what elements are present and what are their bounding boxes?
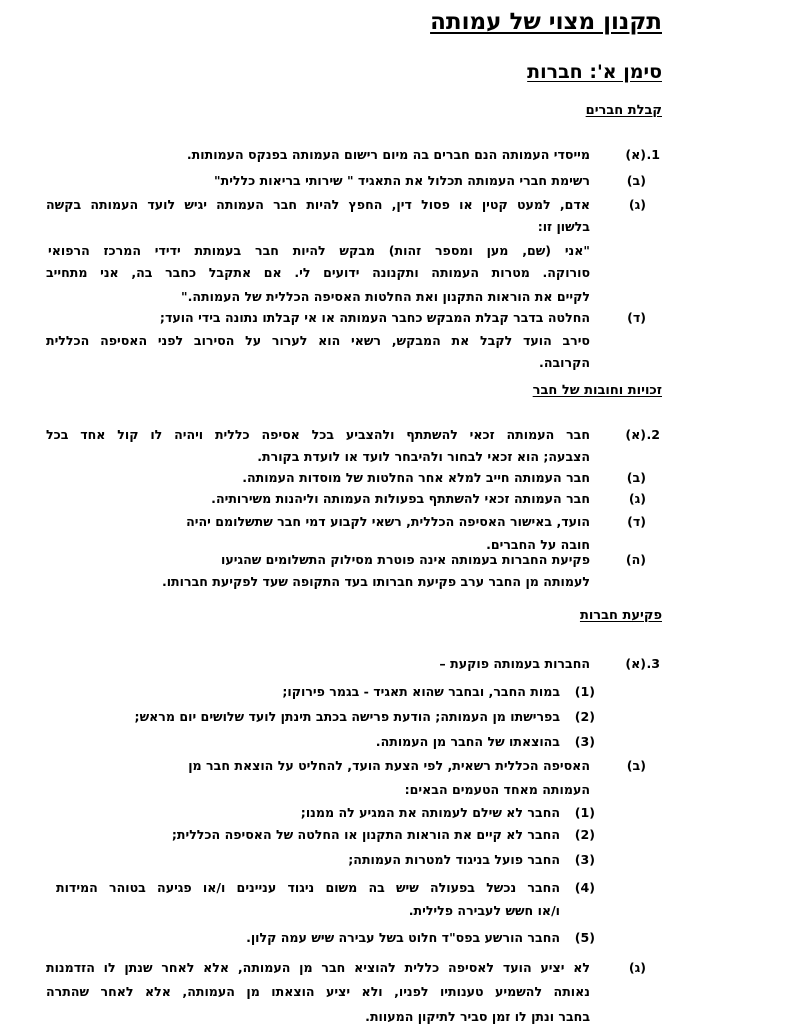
clause-label: (ג) [628,197,646,212]
clause-text: נאותה להשמיע טענותיו לפניו, ולא יציע הוצאתו מן העמותה, אלא לאחר שהתרה [46,984,590,999]
clause-label: (4) [574,880,595,895]
section-number: .2 [646,427,660,442]
clause-text: לקיים את הוראות התקנון ואת החלטות האסיפה הכללית של העמותה." [181,289,590,304]
clause-label: (3) [574,852,595,867]
chapter-heading: סימן א': חברות [527,61,662,83]
clause-text: ו/או חשש לעבירה פלילית. [408,903,560,918]
clause-text: בחבר ונתן לו זמן סביר לתיקון המעוות. [365,1009,590,1024]
clause-text: האסיפה הכללית רשאית, לפי הצעת הועד, להחליט על הוצאת חבר מן [188,758,590,773]
clause-text: בהוצאתו של החבר מן העמותה. [375,734,560,749]
clause-label: (ג) [628,491,646,506]
clause-text: לא יציע הועד לאסיפה כללית להוציא חבר מן העמותה, אלא לאחר שנתן לו הזדמנות [46,960,590,975]
clause-text: סירב הועד לקבל את המבקש, רשאי הוא לערור על הסירוב לפני האסיפה הכללית [46,333,590,348]
clause-text: בלשון זו: [537,219,590,234]
clause-label: (3) [574,734,595,749]
section-heading: פקיעת חברות [579,608,662,623]
clause-text: חבר העמותה זכאי להשתתף בפעולות העמותה וליהנות משירותיה. [211,491,590,506]
clause-label: (ד) [627,310,646,325]
clause-text: "אני (שם, מען ומספר זהות) מבקש להיות חבר בעמותת ידידי המרכז הרפואי [48,243,590,258]
clause-text: סורוקה. מטרות העמותה ותקנונה ידועים לי. אם אתקבל כחבר בה, אני מתחייב [46,265,590,280]
clause-label: (א) [625,656,646,671]
clause-text: אדם, למעט קטין או פסול דין, החפץ להיות חבר העמותה יגיש לועד העמותה בקשה [46,197,590,212]
clause-text: הקרובה. [539,355,590,370]
clause-text: החבר נכשל בפעולה שיש בה משום ניגוד עניינים ו/או פגיעה בטוהר המידות [56,880,560,895]
clause-text: החבר פועל בניגוד למטרות העמותה; [348,852,560,867]
clause-label: (ב) [626,173,646,188]
clause-text: החלטה בדבר קבלת המבקש כחבר העמותה או אי קבלתו נתונה בידי הועד; [159,310,590,325]
clause-text: חובה על החברים. [486,537,590,552]
clause-label: (5) [574,930,595,945]
clause-label: (ב) [626,470,646,485]
clause-text: החברות בעמותה פוקעת – [439,656,590,671]
clause-label: (א) [625,427,646,442]
clause-label: (2) [574,709,595,724]
clause-label: (ב) [626,758,646,773]
clause-label: (א) [625,147,646,162]
clause-text: בפרישתו מן העמותה; הודעת פרישה בכתב תינתן לועד שלושים יום מראש; [134,709,560,724]
section-heading: זכויות וחובות של חבר [532,383,662,398]
clause-text: במות החבר, ובחבר שהוא תאגיד - בגמר פירוקו; [282,684,560,699]
section-number: .3 [646,656,660,671]
document-title: תקנון מצוי של עמותה [430,9,662,35]
clause-label: (2) [574,827,595,842]
clause-label: (ג) [628,960,646,975]
clause-text: לעמותה מן החבר ערב פקיעת חברותו בעד התקופה שעד לפקיעת חברותו. [161,574,590,589]
clause-text: הועד, באישור האסיפה הכללית, רשאי לקבוע דמי חבר שתשלומם יהיה [186,514,590,529]
clause-text: החבר לא קיים את הוראות התקנון או החלטה של האסיפה הכללית; [171,827,560,842]
clause-text: העמותה מאחד הטעמים הבאים: [404,782,590,797]
clause-text: הצבעה; הוא זכאי לבחור ולהיבחר לועד או לועדת בקורת. [257,449,590,464]
clause-label: (1) [574,805,595,820]
clause-label: (ד) [627,514,646,529]
clause-label: (1) [574,684,595,699]
clause-text: החבר לא שילם לעמותה את המגיע לה ממנו; [300,805,560,820]
clause-text: רשימת חברי העמותה תכלול את התאגיד " שירותי בריאות כללית" [214,173,590,188]
clause-label: (ה) [625,552,646,567]
clause-text: החבר הורשע בפס"ד חלוט בשל עבירה שיש עמה קלון. [246,930,560,945]
clause-text: חבר העמותה חייב למלא אחר החלטות של מוסדות העמותה. [242,470,590,485]
clause-text: חבר העמותה זכאי להשתתף ולהצביע בכל אסיפה כללית ויהיה לו קול אחד בכל [46,427,590,442]
clause-text: מייסדי העמותה הנם חברים בה מיום רישום העמותה בפנקס העמותות. [186,147,590,162]
section-number: .1 [646,147,660,162]
clause-text: פקיעת החברות בעמותה אינה פוטרת מסילוק התשלומים שהגיעו [221,552,590,567]
section-heading: קבלת חברים [585,103,662,118]
